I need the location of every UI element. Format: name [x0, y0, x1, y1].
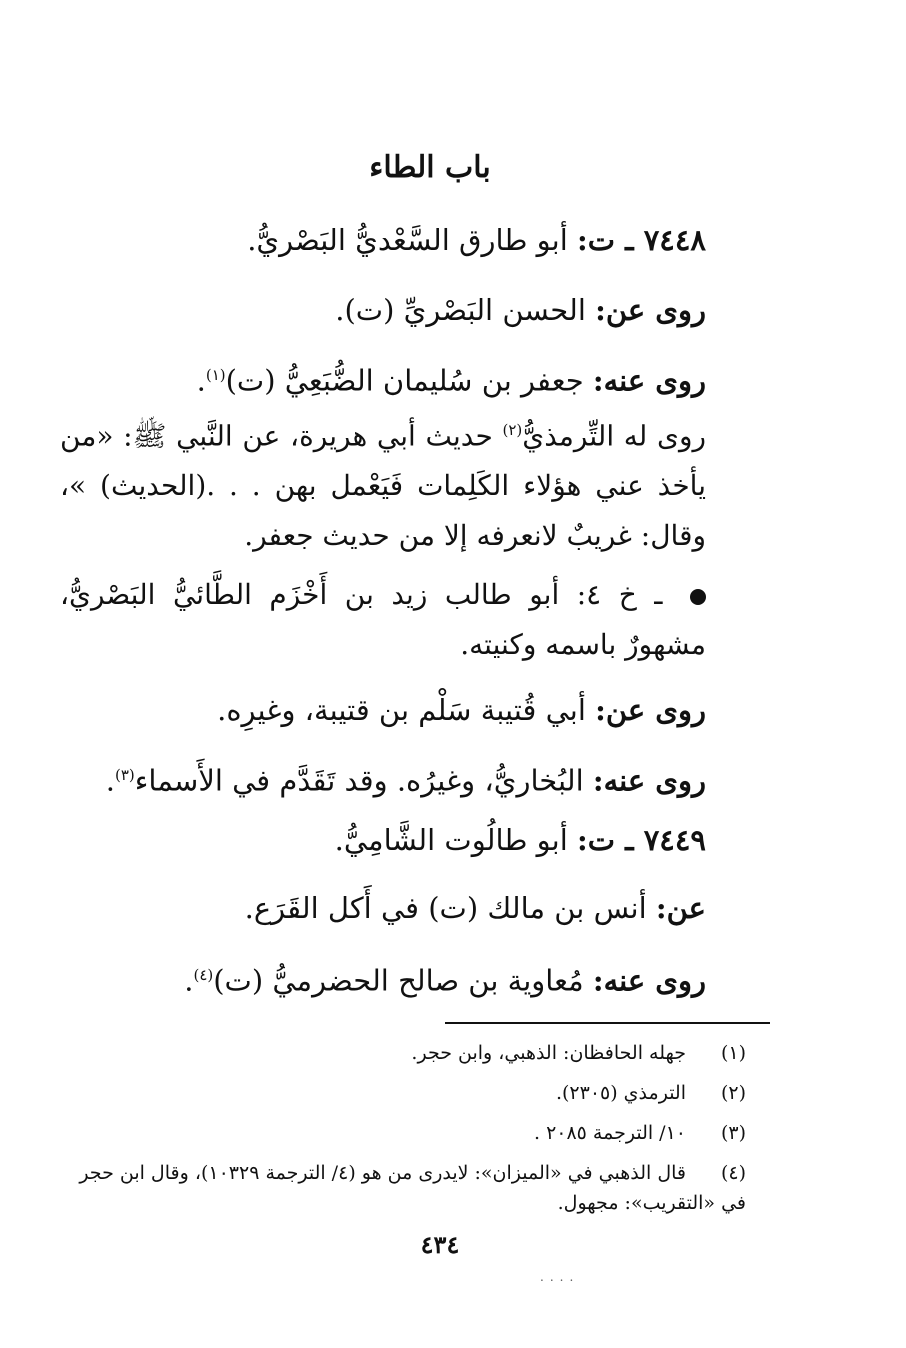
entry-text: جعفر بن سُليمان الضُّبَعِيُّ (ت)	[225, 363, 593, 398]
entry-line	[70, 955, 706, 1001]
entry-label: روى عن:	[595, 693, 706, 727]
paragraph-text: ـ خ ٤: أبو طالب زيد بن أَخْزَم الطَّائيُّ البَصْريُّ، مشهورٌ باسمه وكنيته.	[60, 578, 706, 661]
chapter-heading: باب الطاء	[369, 150, 491, 185]
entry-text: أبو طالُوت الشَّامِيُّ.	[334, 823, 577, 857]
entry-line	[70, 355, 706, 401]
footnote-number: (١)	[720, 1042, 746, 1064]
entry-text: البُخاريُّ، وغيرُه. وقد تَقَدَّم في الأَسماء	[134, 763, 593, 798]
entry-text: مُعاوية بن صالح الحضرميُّ (ت)	[213, 963, 593, 998]
paragraph-text: حديث أبي هريرة، عن النَّبي ﷺ: «من يأخذ عني هؤلاء الكَلِمات فَيَعْمل بهن . . .(الحديث) »، وقال: غريبٌ لانعرفه إلا من حديث جعفر.	[60, 419, 706, 553]
entry-text: أبو طارق السَّعْديُّ البَصْريُّ.	[247, 223, 577, 257]
entry-label: روى عن:	[595, 293, 706, 327]
paragraph	[60, 405, 706, 561]
entry-line	[70, 888, 706, 928]
entry-label: ٧٤٤٨ ـ ت:	[576, 223, 706, 257]
entry-line	[70, 820, 706, 860]
entry-text: أبي قُتيبة سَلْم بن قتيبة، وغيرِه.	[217, 693, 596, 727]
footnote-ref: (٣)	[115, 766, 135, 784]
entry-line	[70, 290, 706, 330]
footnote	[70, 1078, 746, 1108]
footnote-text: الترمذي (٢٣٠٥).	[555, 1082, 686, 1104]
footnote-number: (٢)	[720, 1082, 746, 1104]
entry-label: روى عنه:	[592, 963, 706, 998]
footnote-ref: (٢)	[502, 421, 523, 439]
entry-line	[70, 690, 706, 730]
paragraph	[60, 570, 706, 670]
footnote-ref: (١)	[205, 366, 226, 384]
footnote	[70, 1038, 746, 1068]
page-number: ٤٣٤	[420, 1230, 460, 1259]
footnote-text: ١٠/ الترجمة ٢٠٨٥ .	[533, 1122, 686, 1144]
entry-label: روى عنه:	[592, 363, 706, 398]
footnote	[70, 1158, 746, 1218]
decorative-dots: ....	[540, 1270, 580, 1284]
entry-line	[70, 220, 706, 260]
entry-label: عن:	[655, 891, 706, 925]
entry-tail: .	[196, 363, 206, 398]
entry-text: أنس بن مالك (ت) في أَكل القَرَع.	[244, 891, 656, 925]
entry-line	[70, 755, 706, 801]
entry-tail: .	[184, 963, 194, 998]
entry-label: روى عنه:	[592, 763, 706, 798]
footnote-ref: (٤)	[193, 966, 214, 984]
footnote-text: جهله الحافظان: الذهبي، وابن حجر.	[411, 1042, 686, 1064]
entry-text: الحسن البَصْريِّ (ت).	[335, 293, 596, 327]
entry-label: ٧٤٤٩ ـ ت:	[576, 823, 706, 857]
footnote-divider	[445, 1022, 770, 1024]
footnote-number: (٤)	[720, 1162, 746, 1184]
footnote-text: قال الذهبي في «الميزان»: لايدرى من هو (٤/ الترجمة ١٠٣٢٩)، وقال ابن حجر في «التقريب»: مجهول.	[79, 1162, 746, 1214]
entry-tail: .	[105, 763, 115, 798]
footnote-number: (٣)	[720, 1122, 746, 1144]
bullet-icon	[690, 589, 706, 605]
paragraph-text: روى له التِّرمذيُّ	[522, 419, 706, 453]
footnote	[70, 1118, 746, 1148]
